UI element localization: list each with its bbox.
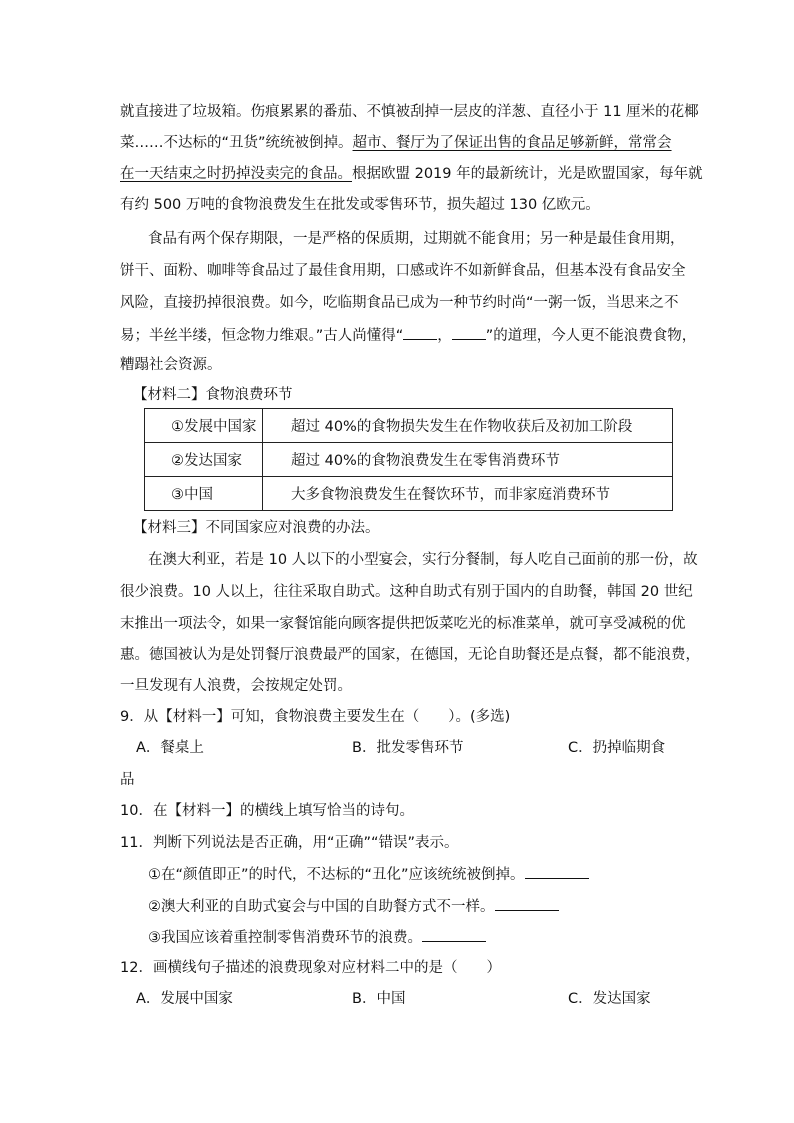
paragraph-line: 就直接进了垃圾箱。伤痕累累的番茄、不慎被刮掉一层皮的洋葱、直径小于 11 厘米的花椰: [120, 104, 699, 120]
text-run: 菜……不达标的“丑货”统统被倒掉。: [120, 135, 353, 151]
item-text: ②澳大利亚的自助式宴会与中国的自助餐方式不一样。: [148, 899, 495, 915]
option-b[interactable]: B．中国: [352, 991, 406, 1007]
paragraph-line: [120, 133, 672, 153]
table-row: [145, 477, 673, 511]
question-10-stem: 10．在【材料一】的横线上填写恰当的诗句。: [120, 803, 414, 819]
text-run: 易；半丝半缕，恒念物力维艰。”古人尚懂得“: [120, 328, 404, 344]
option-c[interactable]: C．发达国家: [568, 991, 651, 1007]
table-cell-text: 大多食物浪费发生在餐饮环节，而非家庭消费环节: [263, 477, 673, 511]
question-9-stem: 9．从【材料一】可知，食物浪费主要发生在（ ）。(多选): [120, 709, 511, 725]
underlined-sentence: 超市、餐厅为了保证出售的食品足够新鲜，常常会: [352, 135, 672, 151]
option-a[interactable]: A．餐桌上: [136, 740, 204, 756]
option-c[interactable]: C．扔掉临期食: [568, 740, 666, 756]
option-b[interactable]: B．批发零售环节: [352, 740, 464, 756]
fill-blank[interactable]: [403, 325, 437, 340]
option-a[interactable]: A．发展中国家: [136, 991, 233, 1007]
text-run: 根据欧盟 2019 年的最新统计，光是欧盟国家，每年就: [352, 166, 703, 182]
answer-blank[interactable]: [495, 896, 559, 911]
table-cell-text: 超过 40%的食物损失发生在作物收获后及初加工阶段: [263, 409, 673, 443]
material2-table: [144, 408, 673, 511]
paragraph-line: 一旦发现有人浪费，会按规定处罚。: [120, 678, 352, 694]
text-run: ”的道理，今人更不能浪费食物，: [485, 328, 697, 344]
paragraph-line: 风险，直接扔掉很浪费。如今，吃临期食品已成为一种节约时尚“一粥一饭，当思来之不: [120, 295, 679, 311]
paragraph-line: 惠。德国被认为是处罚餐厅浪费最严的国家，在德国，无论自助餐还是点餐，都不能浪费，: [120, 647, 700, 663]
answer-blank[interactable]: [422, 927, 486, 942]
underlined-sentence: 在一天结束之时扔掉没卖完的食品。: [120, 166, 352, 182]
judgement-item: [148, 864, 589, 885]
paragraph-line: 糟蹋社会资源。: [120, 357, 222, 373]
table-row: [145, 443, 673, 477]
item-text: ①在“颜值即正”的时代，不达标的“丑化”应该统统被倒掉。: [148, 867, 525, 883]
judgement-item: [148, 896, 559, 917]
table-cell-label: ①发展中国家: [145, 409, 263, 443]
material3-title: 【材料三】不同国家应对浪费的办法。: [133, 520, 380, 536]
answer-blank[interactable]: [525, 864, 589, 879]
option-c-wrap: 品: [120, 772, 135, 788]
table-cell-label: ②发达国家: [145, 443, 263, 477]
paragraph-line: 末推出一项法令，如果一家餐馆能向顾客提供把饭菜吃光的标准菜单，就可享受减税的优: [120, 616, 686, 632]
paragraph-line: 饼干、面粉、咖啡等食品过了最佳食用期，口感或许不如新鲜食品，但基本没有食品安全: [120, 263, 686, 279]
fill-blank[interactable]: [452, 325, 486, 340]
material2-title: 【材料二】食物浪费环节: [133, 387, 293, 403]
table-cell-label: ③中国: [145, 477, 263, 511]
paragraph-line: 在澳大利亚，若是 10 人以下的小型宴会，实行分餐制，每人吃自己面前的那一份，故: [148, 552, 698, 568]
question-12-stem: 12．画横线句子描述的浪费现象对应材料二中的是（ ）: [120, 960, 501, 976]
question-11-stem: 11．判断下列说法是否正确，用“正确”“错误”表示。: [120, 835, 459, 851]
judgement-item: [148, 927, 486, 948]
paragraph-line: [120, 164, 703, 184]
paragraph-line: 食品有两个保存期限，一是严格的保质期，过期就不能食用；另一种是最佳食用期，: [148, 231, 685, 247]
item-text: ③我国应该着重控制零售消费环节的浪费。: [148, 930, 422, 946]
text-run: ，: [437, 328, 452, 344]
table-row: [145, 409, 673, 443]
table-cell-text: 超过 40%的食物浪费发生在零售消费环节: [263, 443, 673, 477]
paragraph-line: 很少浪费。10 人以上，往往采取自助式。这种自助式有别于国内的自助餐，韩国 20 世纪: [120, 584, 693, 600]
paragraph-line: 有约 500 万吨的食物浪费发生在批发或零售环节，损失超过 130 亿欧元。: [120, 197, 600, 213]
paragraph-line: [120, 325, 696, 346]
